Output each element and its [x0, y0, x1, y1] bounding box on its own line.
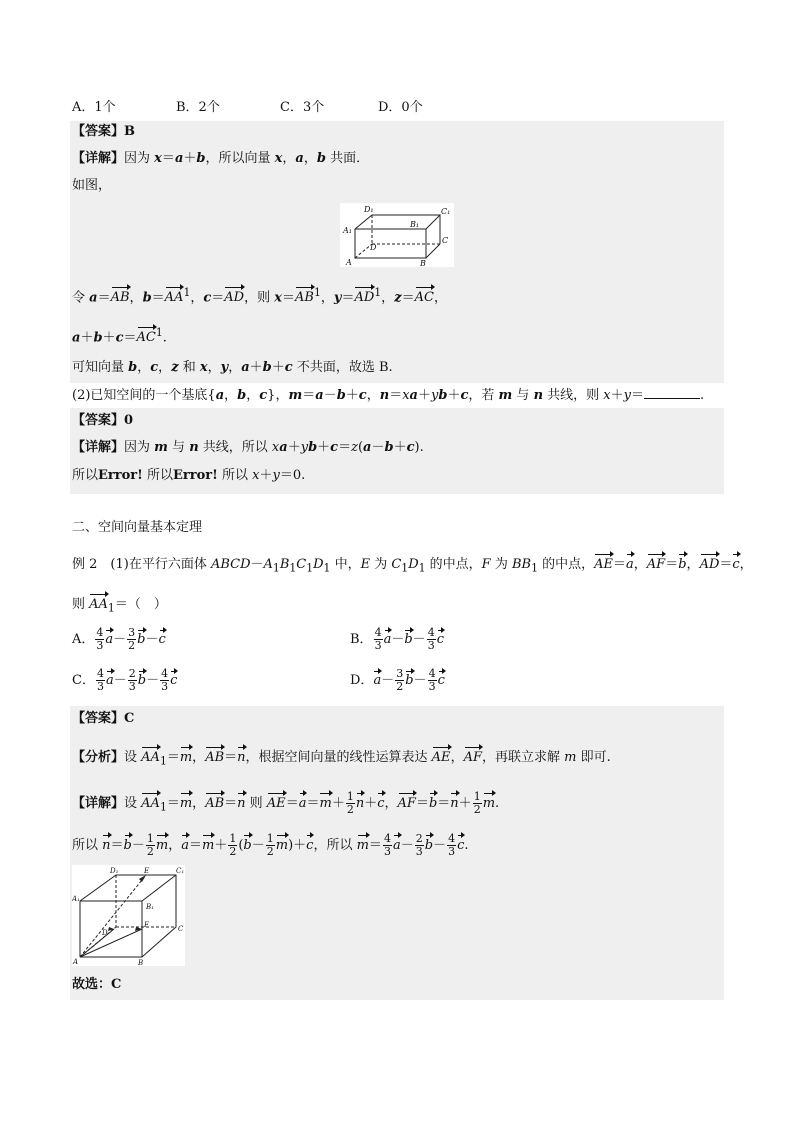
p-label-C1: C₁	[176, 867, 185, 875]
ex2-option-d: D．a－ $\frac{3}{2}$ b－ $\frac{4}{3}$ c	[350, 667, 445, 693]
box-figure	[340, 203, 454, 267]
label-B: B	[420, 259, 426, 267]
q1-detail: 【详解】因为 x＝a＋b，所以向量 x，a，b 共面．	[72, 151, 370, 166]
ex2-ask: 则 $AA_1=$（ ）	[72, 597, 167, 615]
p-label-D1: D₁	[110, 867, 119, 875]
q2-answer: 【答案】0	[72, 413, 134, 428]
parallelepiped-figure	[72, 865, 185, 966]
label-C1: C₁	[441, 207, 451, 216]
option-d-1: D．0个	[378, 100, 423, 115]
p-label-D: D	[102, 929, 108, 937]
ex2-option-c: C． $\frac{4}{3}$ a－ $\frac{2}{3}$ b－ $\frac{4}{3}$ c	[72, 667, 178, 693]
cuboid-diagram	[340, 203, 454, 267]
q2-detail-tag: 【详解】	[72, 440, 125, 455]
q1-answer: 【答案】B	[72, 124, 135, 139]
answer-blank	[644, 386, 700, 399]
p-label-E: E	[144, 867, 150, 875]
label-A: A	[346, 258, 352, 267]
option-a-1: A．1个	[72, 100, 116, 115]
label-D: D	[370, 243, 377, 252]
label-D1: D₁	[364, 205, 374, 214]
label-C: C	[442, 236, 449, 245]
section-title: 二、空间向量基本定理	[72, 520, 203, 535]
q1-sum-line: $a+b+c=AC^1$.	[72, 326, 167, 346]
ex2-choose: 故选：C	[72, 977, 122, 992]
q1-let-line: 令 a＝AB，$b=AA^1$，c＝AD，则 $x=AB^1$，$y=AD^1$，z＝AC，	[72, 286, 447, 306]
label-A1: A₁	[343, 226, 352, 235]
option-c-1: C．3个	[280, 100, 325, 115]
p-label-A: A	[73, 958, 79, 966]
ex2-detail: 【详解】设 $AA_1=m$，AB＝n 则 AE＝a＝m＋ $\frac{1}{2}$ n＋c，AF＝b＝n＋ $\frac{1}{2}$ m.	[72, 790, 500, 816]
ex2-analysis: 【分析】设 $AA_1=m$，AB＝n，根据空间向量的线性运算表达 AE，AF，再联立求解 m 即可.	[72, 750, 611, 768]
ex2-option-a: A． $\frac{4}{3}$ a－ $\frac{3}{2}$ b－c	[72, 626, 166, 652]
q1-detail-tag: 【详解】	[72, 151, 125, 166]
p-label-B1: B₁	[146, 903, 154, 911]
p-label-F: F	[144, 921, 149, 929]
ex2-answer: 【答案】C	[72, 711, 135, 726]
q1-as-shown: 如图，	[72, 178, 112, 193]
p-label-B: B	[138, 959, 144, 966]
q2-detail: 【详解】因为 m 与 n 共线，所以 xa＋yb＋c＝z(a－b＋c).	[72, 440, 424, 455]
option-b-1: B．2个	[176, 100, 220, 115]
q1-conclusion: 可知向量 b，c，z 和 x，y，a＋b＋c 不共面，故选 B.	[72, 360, 393, 375]
ex2-stem: 例 2 (1)在平行六面体 $ABCD-A_1B_1C_1D_1$ 中，E 为 $C_1D_1$ 的中点，F 为 $BB_1$ 的中点，AE＝a，AF＝b，AD＝c，	[72, 557, 753, 575]
label-B1: B₁	[410, 220, 420, 229]
p-label-C: C	[178, 925, 184, 933]
ex2-so-line: 所以 n＝b－ $\frac{1}{2}$ m，a＝m＋ $\frac{1}{2}$ (b－ $\frac{1}{2}$ m)＋c，所以 m＝ $\frac{4}{3}$ a－ $\frac{2}{3}$ b－ $\frac{4}{3}$ c.	[72, 832, 469, 858]
q2-error-line: 所以Error! 所以Error! 所以 x＋y＝0.	[72, 468, 306, 483]
ex2-option-b: B． $\frac{4}{3}$ a－b－ $\frac{4}{3}$ c	[350, 626, 444, 652]
parallelepiped-diagram	[72, 865, 185, 966]
q2-stem: (2)已知空间的一个基底{a，b，c}，m＝a－b＋c，n＝xa＋yb＋c，若 m 与 n 共线，则 x＋y＝ .	[72, 388, 705, 403]
p-label-A1: A₁	[72, 895, 80, 903]
